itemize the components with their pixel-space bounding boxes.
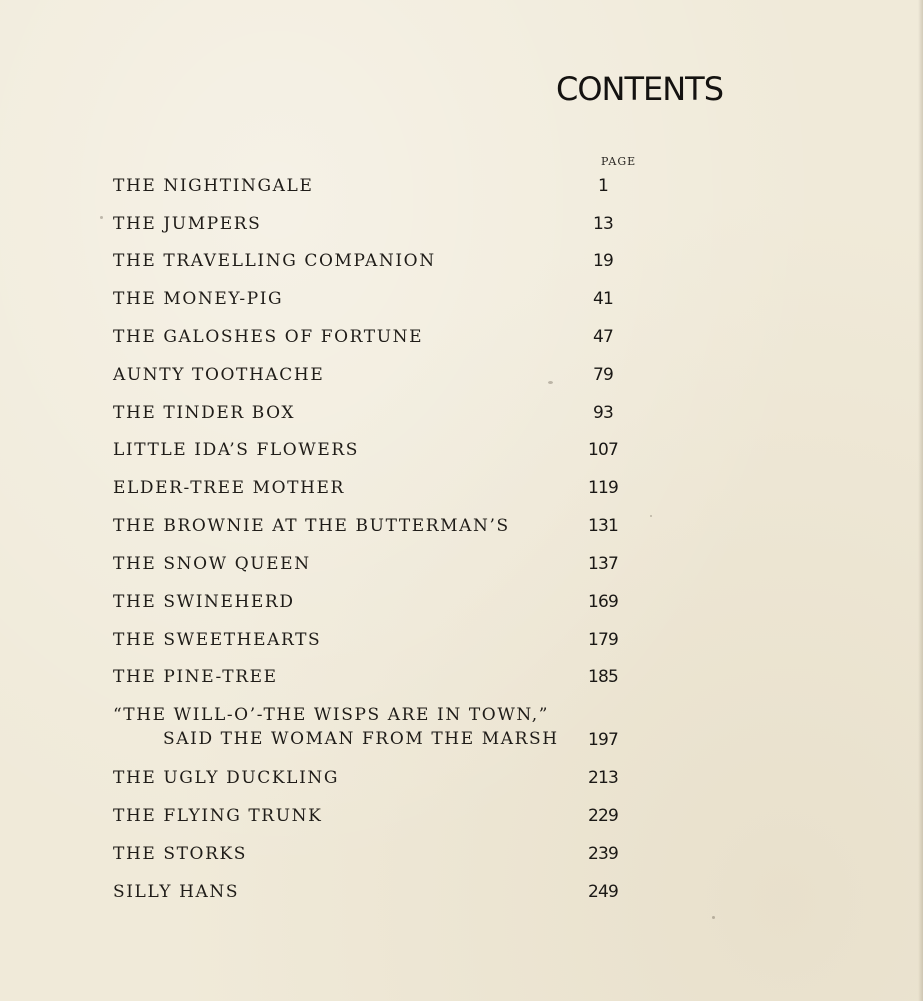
- toc-entry-page: 107: [587, 440, 619, 460]
- toc-entry-page: 239: [587, 844, 619, 864]
- page-column-label: PAGE: [601, 155, 637, 168]
- toc-entry-page: 185: [587, 667, 619, 687]
- toc-entry-page: 1: [597, 176, 609, 196]
- toc-entry-page: 19: [592, 251, 614, 271]
- toc-entry-page: 229: [587, 806, 619, 826]
- toc-entry-page: 213: [587, 768, 619, 788]
- toc-entry: [113, 516, 633, 542]
- toc-entry-title: THE SWINEHERD: [113, 592, 295, 612]
- toc-entry-page: 13: [592, 214, 614, 234]
- toc-entry-title-line2: SAID THE WOMAN FROM THE MARSH: [163, 729, 559, 749]
- toc-entry: [113, 768, 633, 794]
- toc-entry: [113, 327, 633, 353]
- toc-entry-title: THE BROWNIE AT THE BUTTERMAN’S: [113, 516, 510, 536]
- paper-speck: [712, 916, 715, 919]
- toc-entry: [113, 806, 633, 832]
- toc-entry: [113, 365, 633, 391]
- toc-entry-title: THE SWEETHEARTS: [113, 630, 322, 650]
- toc-entry-title: THE SNOW QUEEN: [113, 554, 311, 574]
- toc-entry-title: AUNTY TOOTHACHE: [113, 365, 325, 385]
- toc-entry: [113, 667, 633, 693]
- toc-entry-page: 169: [587, 592, 619, 612]
- paper-speck: [650, 515, 652, 517]
- toc-entry-page: 249: [587, 882, 619, 902]
- toc-entry-page: 131: [587, 516, 619, 536]
- toc-entry-page: 79: [592, 365, 614, 385]
- toc-entry-title: THE NIGHTINGALE: [113, 176, 314, 196]
- toc-entry: [113, 478, 633, 504]
- toc-entry: [113, 554, 633, 580]
- toc-entry-page: 179: [587, 630, 619, 650]
- toc-entry-title: THE TINDER BOX: [113, 403, 296, 423]
- toc-entry-page: 119: [587, 478, 619, 498]
- toc-entry: [113, 176, 633, 202]
- toc-entry: [113, 705, 633, 757]
- toc-entry: [113, 251, 633, 277]
- toc-entry-title: THE GALOSHES OF FORTUNE: [113, 327, 424, 347]
- toc-entry-title-line1: “THE WILL-O’-THE WISPS ARE IN TOWN,”: [113, 705, 550, 725]
- toc-entry: [113, 289, 633, 315]
- paper-speck: [100, 216, 103, 219]
- toc-entry-title: THE FLYING TRUNK: [113, 806, 323, 826]
- toc-entry: [113, 630, 633, 656]
- toc-entry-page: 47: [592, 327, 614, 347]
- toc-entry-title: THE UGLY DUCKLING: [113, 768, 340, 788]
- toc-entry-title: THE JUMPERS: [113, 214, 262, 234]
- toc-entry-title: THE MONEY-PIG: [113, 289, 284, 309]
- toc-entry-title: [113, 705, 559, 749]
- page-edge-shadow: [918, 0, 923, 1001]
- toc-entry: [113, 440, 633, 466]
- toc-entry: [113, 214, 633, 240]
- toc-entry: [113, 403, 633, 429]
- toc-entry-page: 93: [592, 403, 614, 423]
- toc-entry-title: THE TRAVELLING COMPANION: [113, 251, 436, 271]
- toc-entry-page: 197: [587, 730, 619, 750]
- toc-entry: [113, 882, 633, 908]
- contents-heading: CONTENTS: [556, 70, 724, 108]
- toc-entry-title: LITTLE IDA’S FLOWERS: [113, 440, 360, 460]
- toc-entry-title: THE STORKS: [113, 844, 248, 864]
- toc-entry: [113, 592, 633, 618]
- toc-entry-title: THE PINE-TREE: [113, 667, 278, 687]
- toc-entry-title: SILLY HANS: [113, 882, 240, 902]
- toc-entry: [113, 844, 633, 870]
- toc-entry-page: 41: [592, 289, 614, 309]
- toc-entry-title: ELDER-TREE MOTHER: [113, 478, 345, 498]
- toc-entry-page: 137: [587, 554, 619, 574]
